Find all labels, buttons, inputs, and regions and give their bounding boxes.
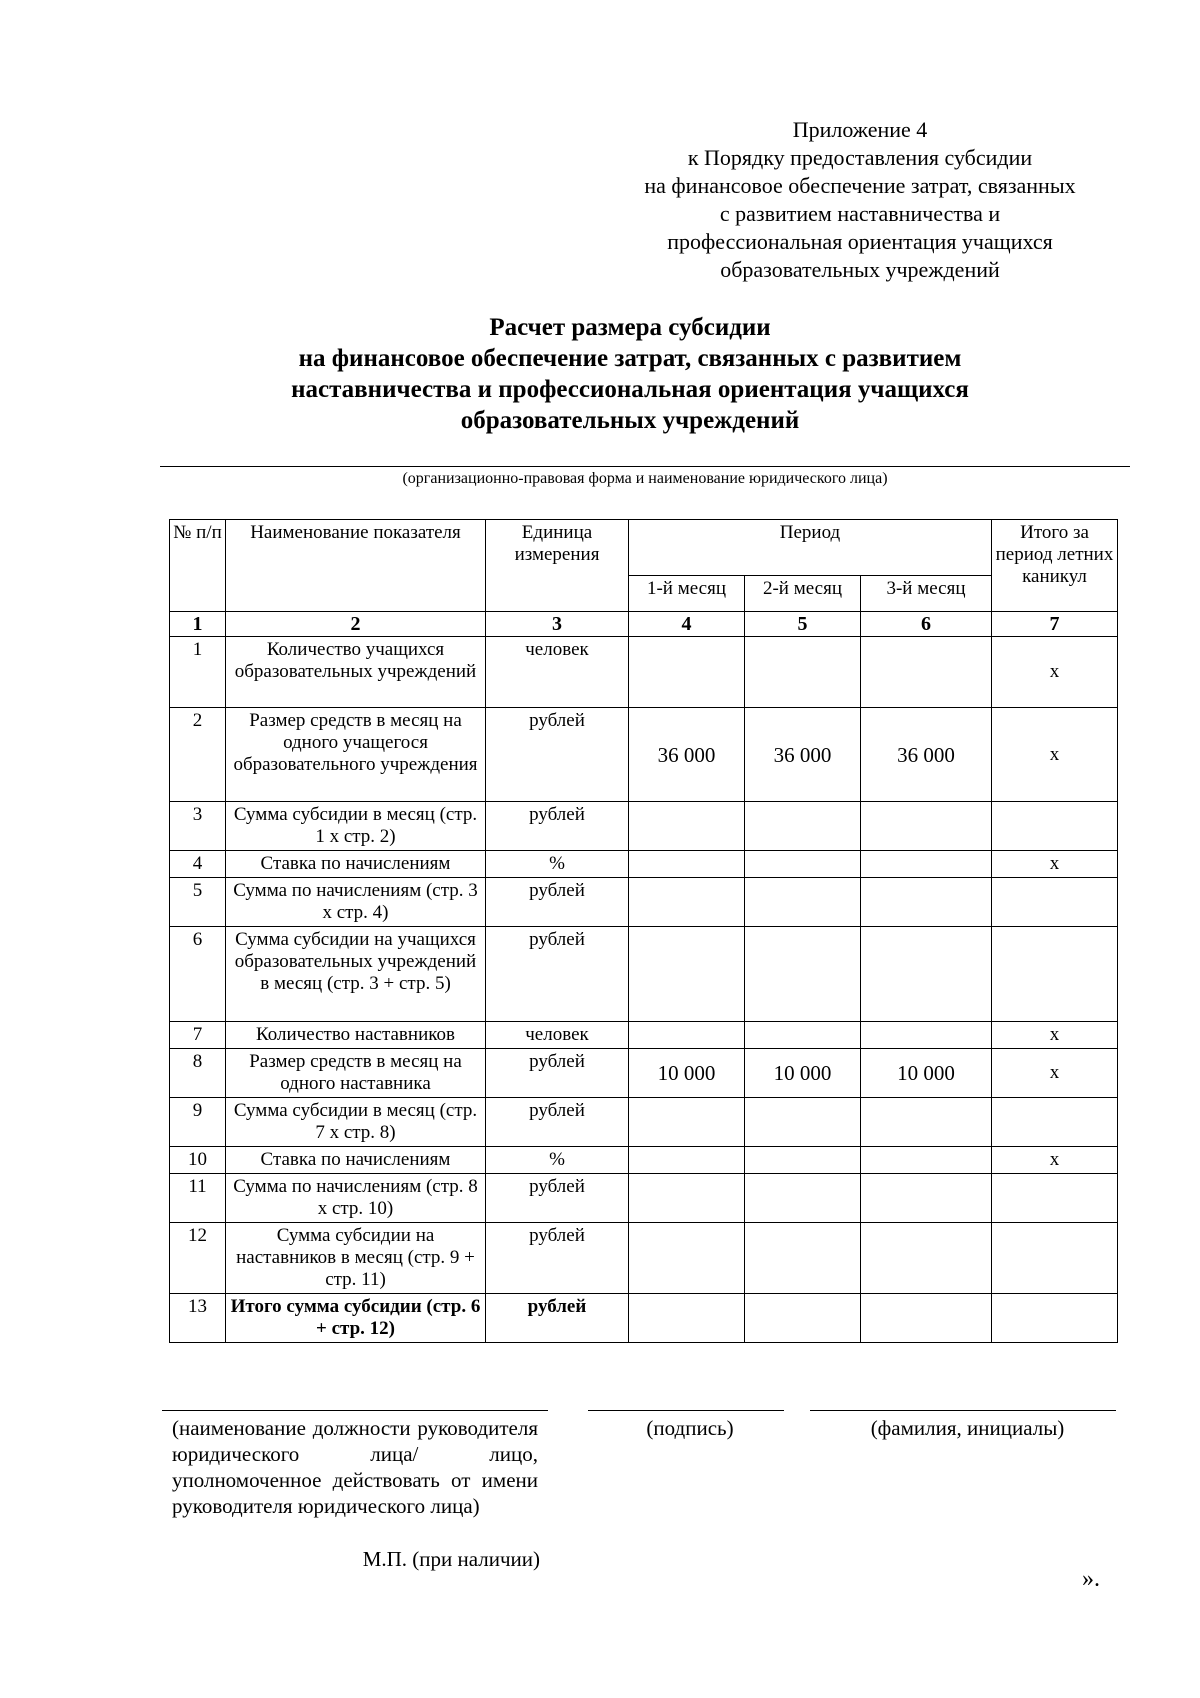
row-month-2 — [745, 802, 861, 851]
row-total — [992, 802, 1118, 851]
row-month-1 — [629, 851, 745, 878]
row-month-2 — [745, 1022, 861, 1049]
row-month-3 — [861, 927, 992, 1022]
column-number: 3 — [486, 612, 629, 637]
name-signature-line — [810, 1410, 1116, 1411]
row-month-3 — [861, 851, 992, 878]
row-month-3 — [861, 1147, 992, 1174]
organization-caption — [160, 470, 1130, 488]
header-month-2: 2-й месяц — [745, 576, 861, 612]
row-month-2 — [745, 927, 861, 1022]
row-month-1 — [629, 878, 745, 927]
row-unit: рублей — [486, 1223, 629, 1294]
stamp-caption: М.П. (при наличии) — [362, 1547, 540, 1571]
appendix-header — [610, 116, 1110, 284]
row-name: Итого сумма субсидии (стр. 6 + стр. 12) — [226, 1294, 486, 1343]
row-name: Сумма субсидии в месяц (стр. 1 х стр. 2) — [226, 802, 486, 851]
row-number: 12 — [170, 1223, 226, 1294]
row-month-1 — [629, 637, 745, 708]
table-row — [170, 878, 1118, 927]
row-number: 13 — [170, 1294, 226, 1343]
table-row — [170, 1022, 1118, 1049]
row-month-1 — [629, 1022, 745, 1049]
row-name: Количество наставников — [226, 1022, 486, 1049]
row-month-1 — [629, 927, 745, 1022]
header-total: Итого за период летних каникул — [992, 520, 1118, 612]
row-month-2 — [745, 878, 861, 927]
closing-quote: ». — [1082, 1566, 1100, 1592]
row-unit: рублей — [486, 708, 629, 802]
column-number: 5 — [745, 612, 861, 637]
row-month-2 — [745, 851, 861, 878]
subsidy-calculation-table — [169, 519, 1118, 1343]
appendix-line: профессиональная ориентация учащихся — [667, 229, 1053, 254]
row-month-3: 10 000 — [861, 1049, 992, 1098]
row-number: 4 — [170, 851, 226, 878]
row-unit: человек — [486, 1022, 629, 1049]
column-number: 7 — [992, 612, 1118, 637]
row-month-1 — [629, 802, 745, 851]
row-name: Размер средств в месяц на одного учащегося образовательного учреждения — [226, 708, 486, 802]
row-name: Сумма по начислениям (стр. 8 х стр. 10) — [226, 1174, 486, 1223]
row-name: Сумма субсидии в месяц (стр. 7 х стр. 8) — [226, 1098, 486, 1147]
table-row — [170, 708, 1118, 802]
row-total — [992, 1098, 1118, 1147]
column-number: 4 — [629, 612, 745, 637]
row-number: 7 — [170, 1022, 226, 1049]
table-row — [170, 1098, 1118, 1147]
row-name: Сумма по начислениям (стр. 3 х стр. 4) — [226, 878, 486, 927]
row-number: 10 — [170, 1147, 226, 1174]
header-month-1: 1-й месяц — [629, 576, 745, 612]
table-row — [170, 1049, 1118, 1098]
row-number: 11 — [170, 1174, 226, 1223]
name-caption: (фамилия, инициалы) — [870, 1416, 1065, 1440]
column-number: 6 — [861, 612, 992, 637]
row-month-1 — [629, 1174, 745, 1223]
row-total: х — [992, 1022, 1118, 1049]
appendix-line: к Порядку предоставления субсидии — [687, 145, 1033, 170]
signature-line — [588, 1410, 784, 1411]
row-month-1 — [629, 1294, 745, 1343]
row-month-3: 36 000 — [861, 708, 992, 802]
title-line: на финансовое обеспечение затрат, связанных с развитием — [298, 345, 962, 372]
table-row — [170, 927, 1118, 1022]
row-total — [992, 1294, 1118, 1343]
row-name: Сумма субсидии на наставников в месяц (стр. 9 + стр. 11) — [226, 1223, 486, 1294]
row-unit: рублей — [486, 927, 629, 1022]
title-line: Расчет размера субсидии — [489, 314, 771, 341]
header-row — [170, 520, 1118, 576]
row-total — [992, 1174, 1118, 1223]
position-signature-line — [162, 1410, 548, 1411]
header-name: Наименование показателя — [226, 520, 486, 612]
signature-caption: (подпись) — [646, 1416, 734, 1440]
row-unit: рублей — [486, 878, 629, 927]
document-title — [160, 312, 1100, 436]
row-name: Количество учащихся образовательных учреждений — [226, 637, 486, 708]
row-month-2 — [745, 1223, 861, 1294]
row-month-2 — [745, 1147, 861, 1174]
table-row — [170, 1174, 1118, 1223]
row-month-3 — [861, 1022, 992, 1049]
title-line: наставничества и профессиональная ориентация учащихся — [291, 376, 969, 403]
row-name: Сумма субсидии на учащихся образовательных учреждений в месяц (стр. 3 + стр. 5) — [226, 927, 486, 1022]
row-unit: рублей — [486, 1174, 629, 1223]
row-month-3 — [861, 1223, 992, 1294]
row-unit: рублей — [486, 1049, 629, 1098]
row-total — [992, 927, 1118, 1022]
header-num: № п/п — [170, 520, 226, 612]
row-month-2 — [745, 1174, 861, 1223]
row-unit: рублей — [486, 1294, 629, 1343]
row-month-2 — [745, 1294, 861, 1343]
appendix-line: с развитием наставничества и — [719, 201, 1001, 226]
row-name: Ставка по начислениям — [226, 1147, 486, 1174]
caption-close-paren: ) — [882, 470, 888, 487]
row-total: х — [992, 851, 1118, 878]
caption-open-paren: ( — [402, 470, 408, 487]
row-unit: рублей — [486, 1098, 629, 1147]
column-number-row — [170, 612, 1118, 637]
row-month-3 — [861, 878, 992, 927]
row-number: 2 — [170, 708, 226, 802]
row-month-1 — [629, 1223, 745, 1294]
row-month-1: 10 000 — [629, 1049, 745, 1098]
row-month-2: 10 000 — [745, 1049, 861, 1098]
row-total — [992, 1223, 1118, 1294]
caption-text: организационно-правовая форма и наименование юридического лица — [407, 470, 883, 487]
row-total: х — [992, 637, 1118, 708]
row-month-2 — [745, 637, 861, 708]
row-month-3 — [861, 802, 992, 851]
row-month-3 — [861, 1098, 992, 1147]
row-total: х — [992, 708, 1118, 802]
table-row-total — [170, 1294, 1118, 1343]
title-line: образовательных учреждений — [460, 407, 800, 434]
table-row — [170, 802, 1118, 851]
row-number: 6 — [170, 927, 226, 1022]
table-row — [170, 637, 1118, 708]
column-number: 2 — [226, 612, 486, 637]
row-number: 3 — [170, 802, 226, 851]
organization-name-line — [160, 466, 1130, 467]
row-month-3 — [861, 637, 992, 708]
row-number: 9 — [170, 1098, 226, 1147]
table-row — [170, 1223, 1118, 1294]
row-number: 1 — [170, 637, 226, 708]
row-total — [992, 878, 1118, 927]
row-month-3 — [861, 1294, 992, 1343]
appendix-line: образовательных учреждений — [720, 257, 1000, 282]
row-month-1 — [629, 1147, 745, 1174]
table-row — [170, 1147, 1118, 1174]
header-unit: Единица измерения — [486, 520, 629, 612]
appendix-line: на финансовое обеспечение затрат, связанных — [644, 173, 1076, 198]
row-month-1 — [629, 1098, 745, 1147]
row-month-1: 36 000 — [629, 708, 745, 802]
appendix-line: Приложение 4 — [792, 117, 928, 142]
row-unit: рублей — [486, 802, 629, 851]
row-unit: человек — [486, 637, 629, 708]
row-total: х — [992, 1147, 1118, 1174]
row-unit: % — [486, 851, 629, 878]
row-number: 8 — [170, 1049, 226, 1098]
header-month-3: 3-й месяц — [861, 576, 992, 612]
row-name: Ставка по начислениям — [226, 851, 486, 878]
row-unit: % — [486, 1147, 629, 1174]
row-month-2: 36 000 — [745, 708, 861, 802]
header-period: Период — [629, 520, 992, 576]
column-number: 1 — [170, 612, 226, 637]
row-month-2 — [745, 1098, 861, 1147]
row-month-3 — [861, 1174, 992, 1223]
row-total: х — [992, 1049, 1118, 1098]
table-row — [170, 851, 1118, 878]
position-caption: (наименование должности руководителя юридического лица/ лицо, уполномоченное действовать от имени руководителя юридического лица) — [172, 1416, 538, 1518]
row-name: Размер средств в месяц на одного наставника — [226, 1049, 486, 1098]
row-number: 5 — [170, 878, 226, 927]
